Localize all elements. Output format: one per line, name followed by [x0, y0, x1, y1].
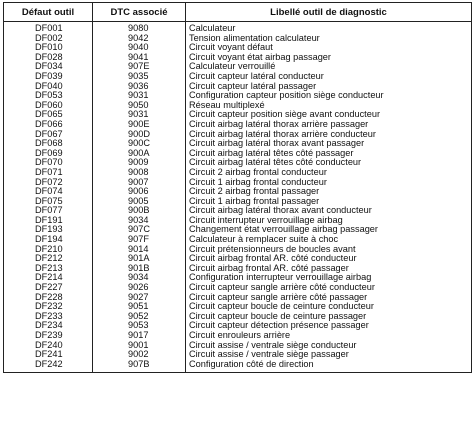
cell-defaut-outil: DF071: [4, 168, 93, 178]
table-row: [4, 273, 472, 283]
cell-libelle: Circuit capteur boucle de ceinture passager: [186, 312, 472, 322]
cell-dtc-associe: 9034: [93, 216, 186, 226]
cell-libelle: Tension alimentation calculateur: [186, 34, 472, 44]
cell-dtc-associe: 9051: [93, 302, 186, 312]
dtc-table: [3, 2, 472, 373]
cell-dtc-associe: 9006: [93, 187, 186, 197]
cell-libelle: Calculateur: [186, 22, 472, 34]
cell-dtc-associe: 907E: [93, 62, 186, 72]
cell-dtc-associe: 9014: [93, 245, 186, 255]
table-row: [4, 350, 472, 360]
table-row: [4, 149, 472, 159]
table-header-row: [4, 3, 472, 22]
cell-libelle: Circuit 1 airbag frontal passager: [186, 197, 472, 207]
table-row: [4, 139, 472, 149]
table-row: [4, 130, 472, 140]
cell-dtc-associe: 9017: [93, 331, 186, 341]
cell-defaut-outil: DF040: [4, 82, 93, 92]
cell-dtc-associe: 900A: [93, 149, 186, 159]
cell-libelle: Circuit 1 airbag frontal conducteur: [186, 178, 472, 188]
cell-libelle: Circuit airbag frontal AR. côté conducteur: [186, 254, 472, 264]
table-row: [4, 254, 472, 264]
cell-dtc-associe: 9002: [93, 350, 186, 360]
table-row: [4, 168, 472, 178]
cell-libelle: Configuration capteur position siège conducteur: [186, 91, 472, 101]
table-row: [4, 331, 472, 341]
cell-dtc-associe: 9034: [93, 273, 186, 283]
header-dtc-associe: DTC associé: [93, 3, 186, 22]
cell-defaut-outil: DF234: [4, 321, 93, 331]
cell-libelle: Circuit airbag latéral thorax arrière passager: [186, 120, 472, 130]
table-row: [4, 101, 472, 111]
cell-libelle: Circuit interrupteur verrouillage airbag: [186, 216, 472, 226]
cell-defaut-outil: DF232: [4, 302, 93, 312]
cell-defaut-outil: DF065: [4, 110, 93, 120]
table-row: [4, 197, 472, 207]
cell-defaut-outil: DF053: [4, 91, 93, 101]
cell-defaut-outil: DF191: [4, 216, 93, 226]
cell-dtc-associe: 9053: [93, 321, 186, 331]
header-defaut-outil: Défaut outil: [4, 3, 93, 22]
cell-libelle: Circuit prétensionneurs de boucles avant: [186, 245, 472, 255]
table-row: [4, 245, 472, 255]
cell-dtc-associe: 900C: [93, 139, 186, 149]
cell-libelle: Circuit capteur latéral conducteur: [186, 72, 472, 82]
cell-defaut-outil: DF067: [4, 130, 93, 140]
table-row: [4, 110, 472, 120]
table-row: [4, 216, 472, 226]
cell-defaut-outil: DF028: [4, 53, 93, 63]
cell-libelle: Circuit enrouleurs arrière: [186, 331, 472, 341]
table-header: [4, 3, 472, 22]
cell-defaut-outil: DF070: [4, 158, 93, 168]
table-row: [4, 82, 472, 92]
cell-defaut-outil: DF039: [4, 72, 93, 82]
cell-dtc-associe: 9009: [93, 158, 186, 168]
table-row: [4, 312, 472, 322]
cell-defaut-outil: DF233: [4, 312, 93, 322]
cell-defaut-outil: DF077: [4, 206, 93, 216]
cell-libelle: Circuit capteur sangle arrière côté passager: [186, 293, 472, 303]
table-row: [4, 43, 472, 53]
cell-libelle: Circuit capteur boucle de ceinture conducteur: [186, 302, 472, 312]
cell-defaut-outil: DF069: [4, 149, 93, 159]
cell-libelle: Circuit airbag latéral têtes côté conducteur: [186, 158, 472, 168]
table-row: [4, 360, 472, 373]
cell-libelle: Circuit capteur sangle arrière côté conducteur: [186, 283, 472, 293]
cell-libelle: Changement état verrouillage airbag passager: [186, 225, 472, 235]
cell-libelle: Circuit 2 airbag frontal passager: [186, 187, 472, 197]
table-row: [4, 187, 472, 197]
table-row: [4, 158, 472, 168]
cell-dtc-associe: 9007: [93, 178, 186, 188]
cell-dtc-associe: 9080: [93, 22, 186, 34]
cell-defaut-outil: DF074: [4, 187, 93, 197]
table-row: [4, 235, 472, 245]
cell-defaut-outil: DF240: [4, 341, 93, 351]
cell-libelle: Circuit airbag latéral thorax avant conducteur: [186, 206, 472, 216]
cell-defaut-outil: DF068: [4, 139, 93, 149]
table-row: [4, 206, 472, 216]
cell-defaut-outil: DF194: [4, 235, 93, 245]
cell-defaut-outil: DF060: [4, 101, 93, 111]
cell-libelle: Configuration interrupteur verrouillage airbag: [186, 273, 472, 283]
cell-defaut-outil: DF066: [4, 120, 93, 130]
cell-libelle: Circuit voyant défaut: [186, 43, 472, 53]
cell-libelle: Circuit capteur latéral passager: [186, 82, 472, 92]
table-row: [4, 34, 472, 44]
table-row: [4, 53, 472, 63]
cell-defaut-outil: DF075: [4, 197, 93, 207]
cell-libelle: Circuit capteur détection présence passager: [186, 321, 472, 331]
cell-dtc-associe: 9026: [93, 283, 186, 293]
table-row: [4, 72, 472, 82]
cell-dtc-associe: 9036: [93, 82, 186, 92]
cell-dtc-associe: 9035: [93, 72, 186, 82]
cell-libelle: Configuration côté de direction: [186, 360, 472, 373]
cell-dtc-associe: 9050: [93, 101, 186, 111]
cell-defaut-outil: DF214: [4, 273, 93, 283]
cell-dtc-associe: 900D: [93, 130, 186, 140]
cell-defaut-outil: DF002: [4, 34, 93, 44]
cell-defaut-outil: DF210: [4, 245, 93, 255]
cell-defaut-outil: DF072: [4, 178, 93, 188]
table-row: [4, 225, 472, 235]
cell-libelle: Calculateur verrouillé: [186, 62, 472, 72]
cell-defaut-outil: DF001: [4, 22, 93, 34]
cell-libelle: Réseau multiplexé: [186, 101, 472, 111]
table-row: [4, 62, 472, 72]
cell-libelle: Circuit airbag latéral thorax avant passager: [186, 139, 472, 149]
table-body: [4, 22, 472, 373]
cell-dtc-associe: 901B: [93, 264, 186, 274]
cell-libelle: Circuit airbag frontal AR. côté passager: [186, 264, 472, 274]
cell-libelle: Circuit assise / ventrale siège conducteur: [186, 341, 472, 351]
cell-dtc-associe: 9031: [93, 110, 186, 120]
cell-dtc-associe: 9027: [93, 293, 186, 303]
cell-defaut-outil: DF010: [4, 43, 93, 53]
cell-dtc-associe: 900E: [93, 120, 186, 130]
cell-libelle: Circuit assise / ventrale siège passager: [186, 350, 472, 360]
table-row: [4, 120, 472, 130]
cell-dtc-associe: 9005: [93, 197, 186, 207]
table-row: [4, 341, 472, 351]
cell-libelle: Circuit airbag latéral têtes côté passager: [186, 149, 472, 159]
cell-defaut-outil: DF227: [4, 283, 93, 293]
cell-defaut-outil: DF241: [4, 350, 93, 360]
table-row: [4, 321, 472, 331]
cell-dtc-associe: 907B: [93, 360, 186, 373]
header-libelle-outil: Libellé outil de diagnostic: [186, 3, 472, 22]
table-row: [4, 302, 472, 312]
dtc-table-document: [3, 2, 471, 423]
cell-libelle: Circuit 2 airbag frontal conducteur: [186, 168, 472, 178]
cell-defaut-outil: DF193: [4, 225, 93, 235]
table-row: [4, 91, 472, 101]
cell-defaut-outil: DF213: [4, 264, 93, 274]
cell-dtc-associe: 9042: [93, 34, 186, 44]
cell-defaut-outil: DF034: [4, 62, 93, 72]
cell-dtc-associe: 9052: [93, 312, 186, 322]
cell-dtc-associe: 9001: [93, 341, 186, 351]
table-row: [4, 293, 472, 303]
table-row: [4, 283, 472, 293]
cell-libelle: Circuit capteur position siège avant conducteur: [186, 110, 472, 120]
cell-dtc-associe: 907C: [93, 225, 186, 235]
cell-dtc-associe: 9008: [93, 168, 186, 178]
cell-dtc-associe: 901A: [93, 254, 186, 264]
table-row: [4, 178, 472, 188]
cell-dtc-associe: 907F: [93, 235, 186, 245]
cell-dtc-associe: 9040: [93, 43, 186, 53]
table-row: [4, 22, 472, 34]
cell-libelle: Circuit voyant état airbag passager: [186, 53, 472, 63]
cell-defaut-outil: DF239: [4, 331, 93, 341]
cell-dtc-associe: 9031: [93, 91, 186, 101]
cell-libelle: Calculateur à remplacer suite à choc: [186, 235, 472, 245]
table-row: [4, 264, 472, 274]
cell-libelle: Circuit airbag latéral thorax arrière conducteur: [186, 130, 472, 140]
cell-dtc-associe: 9041: [93, 53, 186, 63]
cell-defaut-outil: DF228: [4, 293, 93, 303]
cell-dtc-associe: 900B: [93, 206, 186, 216]
cell-defaut-outil: DF212: [4, 254, 93, 264]
cell-defaut-outil: DF242: [4, 360, 93, 373]
